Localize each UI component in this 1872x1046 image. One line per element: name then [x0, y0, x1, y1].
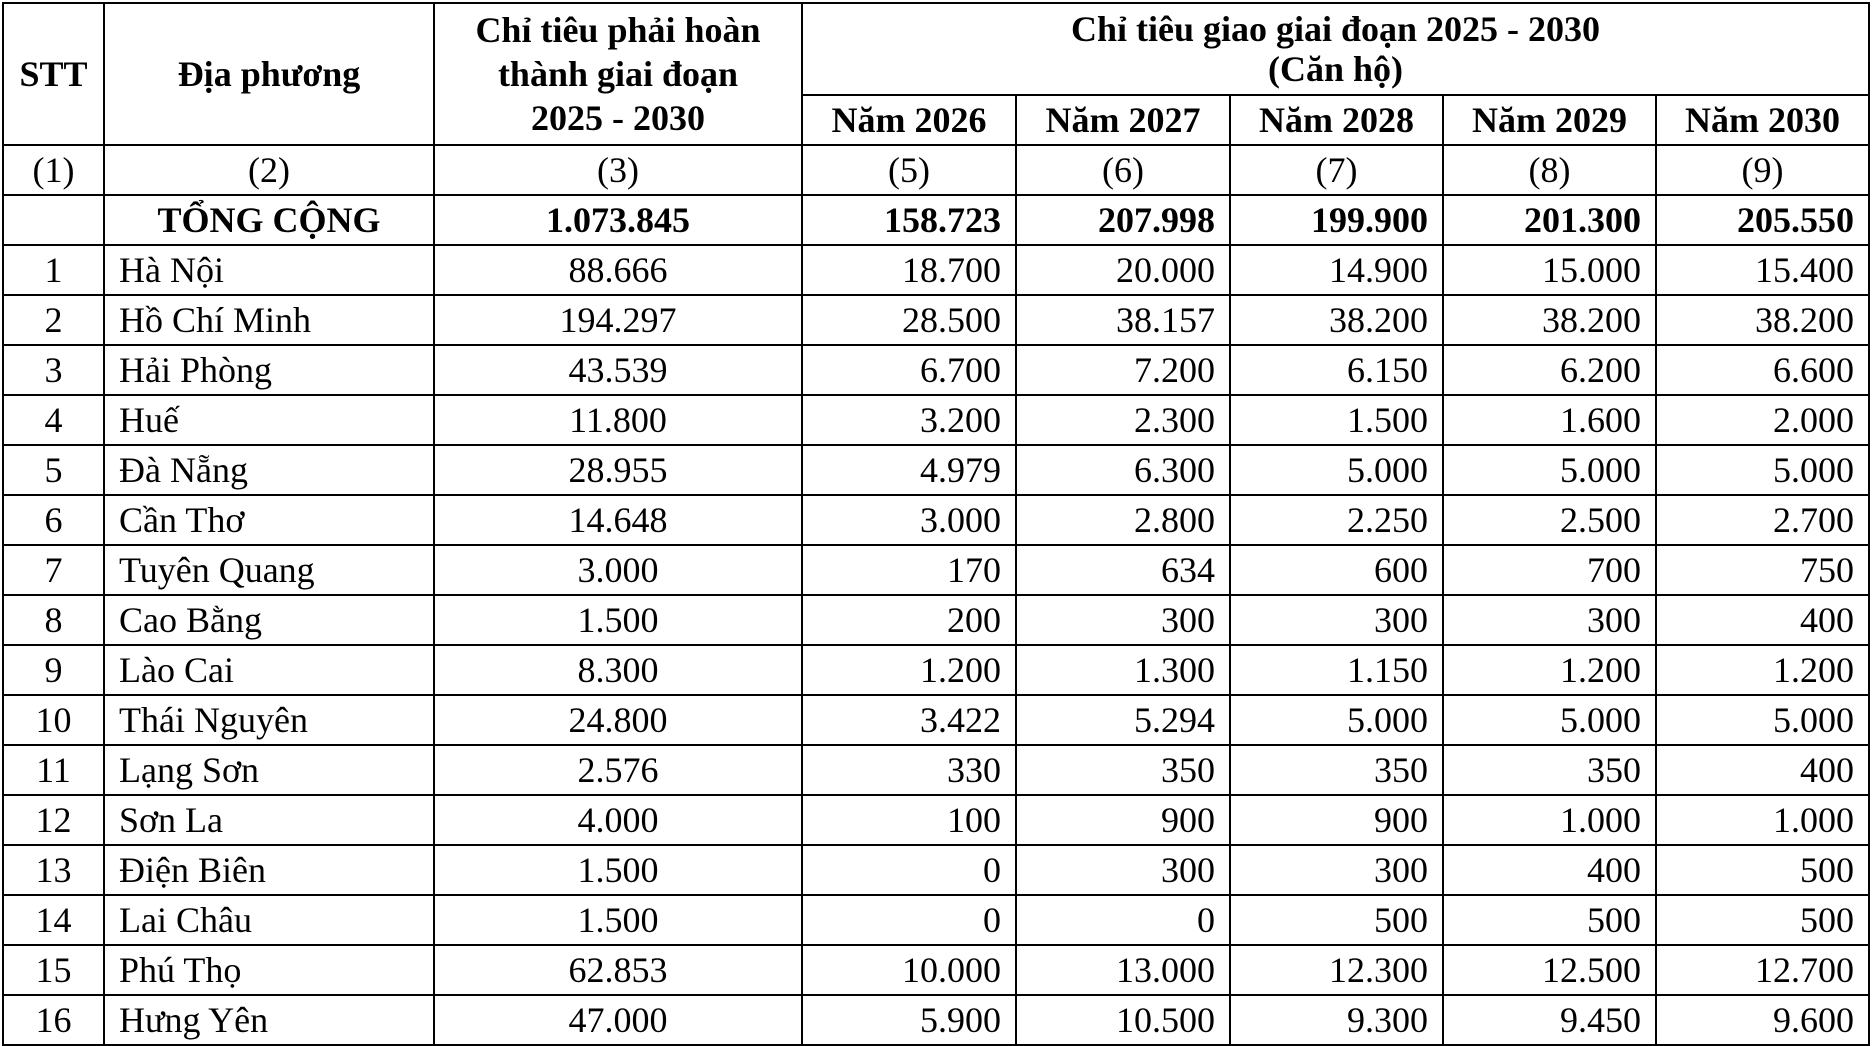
row-year-value: 0 [802, 895, 1016, 945]
row-year-value: 634 [1016, 545, 1230, 595]
row-year-value: 6.200 [1443, 345, 1656, 395]
header-target-line3: 2025 - 2030 [531, 98, 705, 138]
row-locality: Phú Thọ [104, 945, 434, 995]
row-year-value: 1.500 [1230, 395, 1443, 445]
row-target: 43.539 [434, 345, 802, 395]
total-year-value: 199.900 [1230, 195, 1443, 245]
row-year-value: 0 [802, 845, 1016, 895]
row-year-value: 170 [802, 545, 1016, 595]
row-year-value: 38.200 [1230, 295, 1443, 345]
row-year-value: 20.000 [1016, 245, 1230, 295]
table-row [3, 895, 1869, 945]
row-year-value: 300 [1443, 595, 1656, 645]
row-stt: 1 [3, 245, 104, 295]
table-row [3, 295, 1869, 345]
row-locality: Cao Bằng [104, 595, 434, 645]
header-assigned [802, 3, 1869, 95]
column-number: (7) [1230, 145, 1443, 195]
row-locality: Sơn La [104, 795, 434, 845]
row-year-value: 6.600 [1656, 345, 1869, 395]
total-label: TỔNG CỘNG [104, 195, 434, 245]
row-target: 11.800 [434, 395, 802, 445]
row-target: 88.666 [434, 245, 802, 295]
row-year-value: 1.200 [802, 645, 1016, 695]
header-target-line1: Chỉ tiêu phải hoàn [475, 10, 761, 50]
row-year-value: 600 [1230, 545, 1443, 595]
row-year-value: 9.450 [1443, 995, 1656, 1045]
row-year-value: 900 [1230, 795, 1443, 845]
header-locality: Địa phương [104, 3, 434, 145]
row-year-value: 300 [1016, 845, 1230, 895]
row-year-value: 18.700 [802, 245, 1016, 295]
row-locality: Huế [104, 395, 434, 445]
row-year-value: 12.300 [1230, 945, 1443, 995]
total-row [3, 195, 1869, 245]
row-locality: Cần Thơ [104, 495, 434, 545]
table-row [3, 495, 1869, 545]
row-year-value: 9.600 [1656, 995, 1869, 1045]
row-stt: 2 [3, 295, 104, 345]
row-locality: Hưng Yên [104, 995, 434, 1045]
row-year-value: 28.500 [802, 295, 1016, 345]
row-year-value: 6.300 [1016, 445, 1230, 495]
row-locality: Thái Nguyên [104, 695, 434, 745]
row-year-value: 1.300 [1016, 645, 1230, 695]
row-year-value: 12.500 [1443, 945, 1656, 995]
row-target: 4.000 [434, 795, 802, 845]
row-year-value: 38.200 [1656, 295, 1869, 345]
row-year-value: 1.150 [1230, 645, 1443, 695]
table-row [3, 395, 1869, 445]
row-target: 62.853 [434, 945, 802, 995]
row-year-value: 2.500 [1443, 495, 1656, 545]
table-body [3, 145, 1869, 1045]
header-target [434, 3, 802, 145]
row-year-value: 200 [802, 595, 1016, 645]
row-year-value: 300 [1230, 845, 1443, 895]
row-target: 1.500 [434, 895, 802, 945]
row-year-value: 2.000 [1656, 395, 1869, 445]
row-year-value: 500 [1656, 895, 1869, 945]
row-year-value: 13.000 [1016, 945, 1230, 995]
header-assigned-line2: (Căn hộ) [1267, 49, 1404, 89]
total-target: 1.073.845 [434, 195, 802, 245]
table-row [3, 695, 1869, 745]
column-number: (1) [3, 145, 104, 195]
row-year-value: 3.000 [802, 495, 1016, 545]
column-number: (5) [802, 145, 1016, 195]
column-number: (8) [1443, 145, 1656, 195]
row-locality: Tuyên Quang [104, 545, 434, 595]
row-year-value: 5.000 [1443, 445, 1656, 495]
total-year-value: 207.998 [1016, 195, 1230, 245]
row-year-value: 400 [1656, 595, 1869, 645]
total-stt [3, 195, 104, 245]
row-target: 1.500 [434, 845, 802, 895]
row-stt: 3 [3, 345, 104, 395]
row-year-value: 900 [1016, 795, 1230, 845]
row-stt: 5 [3, 445, 104, 495]
row-stt: 13 [3, 845, 104, 895]
row-year-value: 5.000 [1656, 445, 1869, 495]
row-year-value: 3.422 [802, 695, 1016, 745]
row-year-value: 6.150 [1230, 345, 1443, 395]
row-year-value: 1.200 [1443, 645, 1656, 695]
row-year-value: 500 [1443, 895, 1656, 945]
column-number: (2) [104, 145, 434, 195]
column-number: (6) [1016, 145, 1230, 195]
row-stt: 6 [3, 495, 104, 545]
row-year-value: 500 [1230, 895, 1443, 945]
table-row [3, 545, 1869, 595]
total-year-value: 158.723 [802, 195, 1016, 245]
total-year-value: 205.550 [1656, 195, 1869, 245]
row-stt: 16 [3, 995, 104, 1045]
header-assigned-line1: Chỉ tiêu giao giai đoạn 2025 - 2030 [1070, 9, 1601, 49]
table-row [3, 845, 1869, 895]
row-stt: 11 [3, 745, 104, 795]
row-year-value: 14.900 [1230, 245, 1443, 295]
row-stt: 4 [3, 395, 104, 445]
row-year-value: 15.000 [1443, 245, 1656, 295]
row-locality: Lào Cai [104, 645, 434, 695]
column-number-row [3, 145, 1869, 195]
row-year-value: 10.000 [802, 945, 1016, 995]
header-year: Năm 2029 [1443, 95, 1656, 145]
column-number: (3) [434, 145, 802, 195]
row-target: 2.576 [434, 745, 802, 795]
row-year-value: 4.979 [802, 445, 1016, 495]
table-row [3, 645, 1869, 695]
row-year-value: 2.250 [1230, 495, 1443, 545]
row-locality: Hà Nội [104, 245, 434, 295]
row-target: 8.300 [434, 645, 802, 695]
row-target: 28.955 [434, 445, 802, 495]
header-year: Năm 2030 [1656, 95, 1869, 145]
row-locality: Lai Châu [104, 895, 434, 945]
row-year-value: 6.700 [802, 345, 1016, 395]
table-row [3, 245, 1869, 295]
row-year-value: 15.400 [1656, 245, 1869, 295]
row-year-value: 5.294 [1016, 695, 1230, 745]
row-stt: 12 [3, 795, 104, 845]
table-row [3, 595, 1869, 645]
row-year-value: 400 [1656, 745, 1869, 795]
table-row [3, 745, 1869, 795]
row-year-value: 2.300 [1016, 395, 1230, 445]
row-year-value: 38.157 [1016, 295, 1230, 345]
total-year-value: 201.300 [1443, 195, 1656, 245]
row-year-value: 2.700 [1656, 495, 1869, 545]
table-row [3, 945, 1869, 995]
row-stt: 14 [3, 895, 104, 945]
column-number: (9) [1656, 145, 1869, 195]
header-year: Năm 2028 [1230, 95, 1443, 145]
row-year-value: 5.000 [1230, 445, 1443, 495]
row-year-value: 100 [802, 795, 1016, 845]
row-year-value: 5.000 [1443, 695, 1656, 745]
row-locality: Điện Biên [104, 845, 434, 895]
table-row [3, 345, 1869, 395]
row-year-value: 1.000 [1656, 795, 1869, 845]
table-row [3, 795, 1869, 845]
row-locality: Lạng Sơn [104, 745, 434, 795]
header-year: Năm 2027 [1016, 95, 1230, 145]
row-year-value: 750 [1656, 545, 1869, 595]
row-year-value: 5.900 [802, 995, 1016, 1045]
row-year-value: 400 [1443, 845, 1656, 895]
row-year-value: 9.300 [1230, 995, 1443, 1045]
row-year-value: 5.000 [1230, 695, 1443, 745]
row-year-value: 350 [1443, 745, 1656, 795]
row-stt: 9 [3, 645, 104, 695]
row-locality: Hải Phòng [104, 345, 434, 395]
row-year-value: 0 [1016, 895, 1230, 945]
header-year: Năm 2026 [802, 95, 1016, 145]
header-target-line2: thành giai đoạn [497, 54, 739, 94]
row-year-value: 10.500 [1016, 995, 1230, 1045]
row-year-value: 300 [1016, 595, 1230, 645]
row-year-value: 700 [1443, 545, 1656, 595]
row-locality: Đà Nẵng [104, 445, 434, 495]
row-target: 1.500 [434, 595, 802, 645]
row-stt: 7 [3, 545, 104, 595]
row-year-value: 7.200 [1016, 345, 1230, 395]
row-year-value: 350 [1230, 745, 1443, 795]
table-row [3, 445, 1869, 495]
row-year-value: 350 [1016, 745, 1230, 795]
row-year-value: 1.000 [1443, 795, 1656, 845]
row-year-value: 1.200 [1656, 645, 1869, 695]
row-year-value: 38.200 [1443, 295, 1656, 345]
row-target: 194.297 [434, 295, 802, 345]
row-target: 24.800 [434, 695, 802, 745]
row-year-value: 1.600 [1443, 395, 1656, 445]
row-locality: Hồ Chí Minh [104, 295, 434, 345]
row-year-value: 2.800 [1016, 495, 1230, 545]
row-stt: 10 [3, 695, 104, 745]
row-year-value: 3.200 [802, 395, 1016, 445]
row-year-value: 330 [802, 745, 1016, 795]
housing-target-table [2, 2, 1870, 1046]
row-target: 3.000 [434, 545, 802, 595]
header-stt: STT [3, 3, 104, 145]
row-year-value: 300 [1230, 595, 1443, 645]
row-stt: 15 [3, 945, 104, 995]
row-target: 14.648 [434, 495, 802, 545]
row-stt: 8 [3, 595, 104, 645]
row-year-value: 12.700 [1656, 945, 1869, 995]
row-year-value: 5.000 [1656, 695, 1869, 745]
row-year-value: 500 [1656, 845, 1869, 895]
row-target: 47.000 [434, 995, 802, 1045]
